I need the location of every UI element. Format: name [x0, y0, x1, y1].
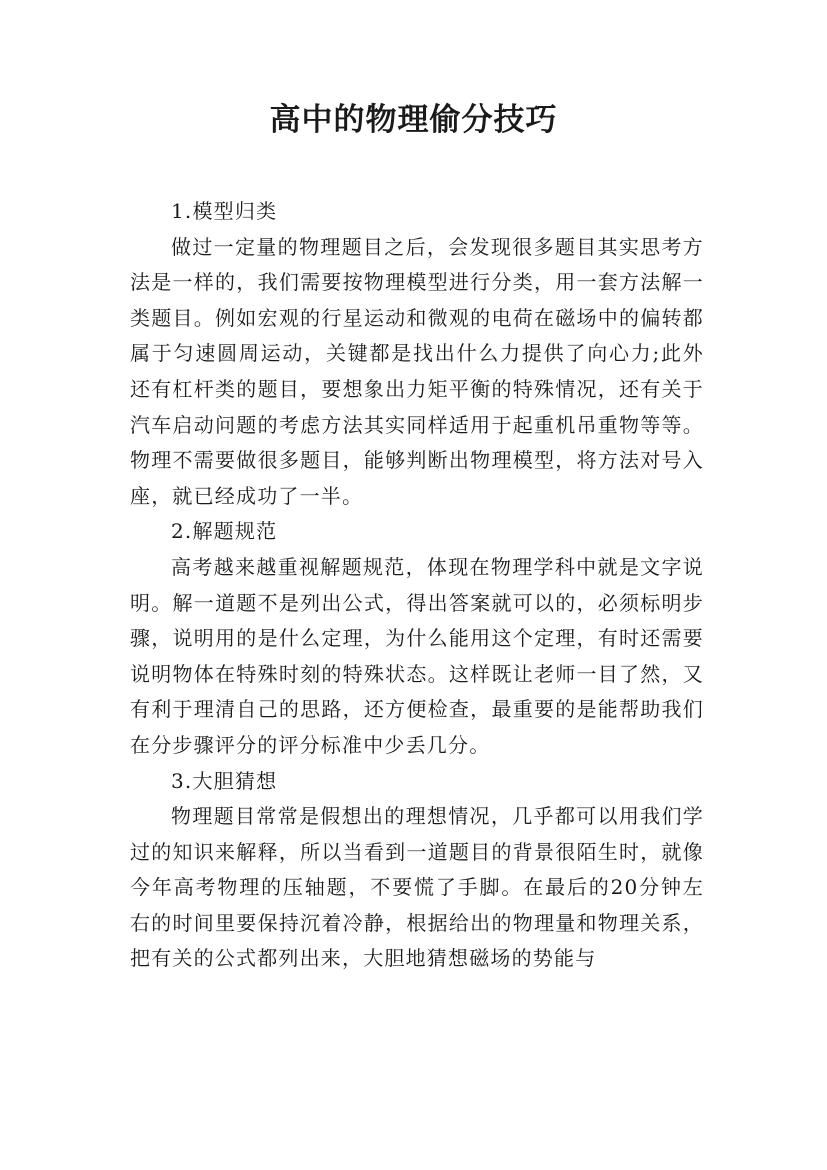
section-paragraph-solution-standards: 高考越来越重视解题规范，体现在物理学科中就是文字说明。解一道题不是列出公式，得出答案就可以的，必须标明步骤，说明用的是什么定理，为什么能用这个定理，有时还需要说明物体在特殊时刻的特殊状态。这样既让老师一目了然，又有利于理清自己的思路，还方便检查，最重要的是能帮助我们在分步骤评分的评分标准中少丢几分。	[130, 554, 704, 757]
section-heading-solution-standards: 2.解题规范	[171, 519, 278, 544]
section-paragraph-bold-guess: 物理题目常常是假想出的理想情况，几乎都可以用我们学过的知识来解释，所以当看到一道题目的背景很陌生时，就像今年高考物理的压轴题，不要慌了手脚。在最后的20分钟左右的时间里要保持沉着冷静，根据给出的物理量和物理关系，把有关的公式都列出来，大胆地猜想磁场的势能与	[130, 804, 704, 971]
document-body	[130, 194, 704, 977]
section-heading-model-classification: 1.模型归类	[171, 199, 278, 223]
document-title: 高中的物理偷分技巧	[269, 102, 558, 138]
section-heading-bold-guess: 3.大胆猜想	[171, 768, 278, 793]
section-paragraph-model-classification: 做过一定量的物理题目之后，会发现很多题目其实思考方法是一样的，我们需要按物理模型进行分类，用一套方法解一类题目。例如宏观的行星运动和微观的电荷在磁场中的偏转都属于匀速圆周运动，关键都是找出什么力提供了向心力;此外还有杠杆类的题目，要想象出力矩平衡的特殊情况，还有关于汽车启动问题的考虑方法其实同样适用于起重机吊重物等等。物理不需要做很多题目，能够判断出物理模型，将方法对号入座，就已经成功了一半。	[130, 234, 704, 508]
